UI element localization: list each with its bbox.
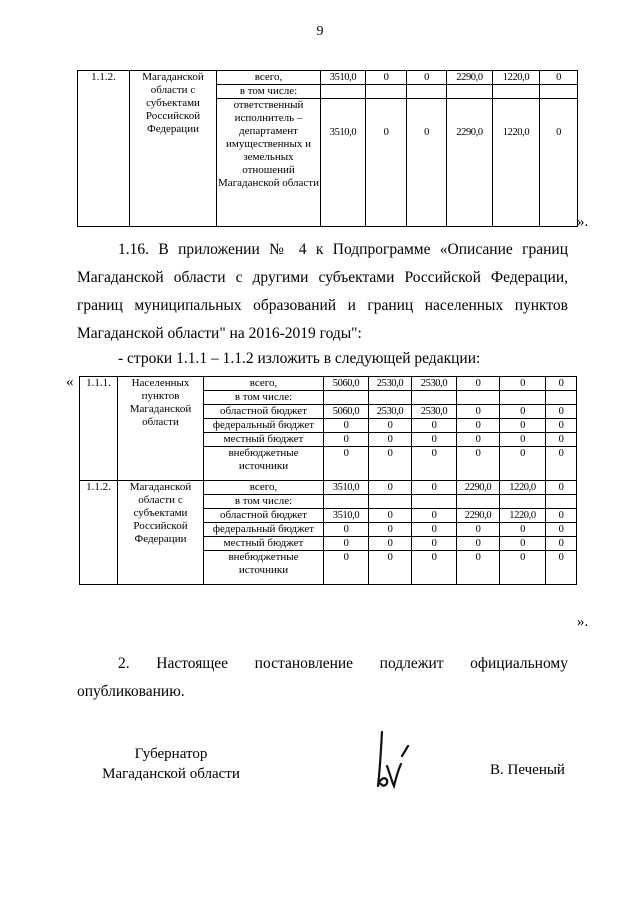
page-number: 9	[316, 24, 324, 39]
budget-table-bottom	[79, 376, 577, 585]
row-code: 1.1.2.	[80, 481, 118, 585]
cell-value: 0	[546, 509, 577, 523]
row-label: в том числе:	[204, 391, 324, 405]
cell-value: 1220,0	[500, 509, 546, 523]
cell-value: 2530,0	[369, 377, 412, 391]
paragraph-line: опубликованию.	[77, 683, 185, 700]
cell-value: 0	[457, 419, 500, 433]
cell-value: 0	[546, 537, 577, 551]
cell-value	[369, 391, 412, 405]
cell-value: 2290,0	[457, 509, 500, 523]
cell-value: 0	[366, 71, 407, 85]
handwritten-signature	[368, 724, 428, 794]
bullet-line: - строки 1.1.1 – 1.1.2 изложить в следующей редакции:	[118, 350, 481, 367]
budget-table-top	[77, 70, 578, 227]
cell-value: 0	[546, 447, 577, 481]
cell-value	[369, 495, 412, 509]
row-label: в том числе:	[204, 495, 324, 509]
cell-value: 0	[366, 99, 407, 227]
cell-value: 0	[412, 481, 457, 495]
cell-value: 3510,0	[321, 99, 366, 227]
paragraph-line: границ муниципальных образований и границ населенных пунктов	[77, 297, 568, 314]
cell-value: 0	[412, 433, 457, 447]
row-label: областной бюджет	[204, 405, 324, 419]
signatory-title: Губернатор Магаданской области	[102, 746, 240, 782]
cell-value: 2290,0	[457, 481, 500, 495]
row-label: федеральный бюджет	[204, 419, 324, 433]
cell-value	[493, 85, 540, 99]
paragraph-line: 1.16. В приложении № 4 к Подпрограмме «Описание границ	[118, 241, 568, 258]
cell-value: 0	[500, 377, 546, 391]
cell-value: 2530,0	[412, 377, 457, 391]
cell-value: 0	[369, 523, 412, 537]
cell-value: 1220,0	[500, 481, 546, 495]
table-row	[80, 481, 577, 495]
cell-value: 0	[324, 551, 369, 585]
cell-value	[366, 85, 407, 99]
cell-value: 3510,0	[324, 481, 369, 495]
cell-value: 0	[500, 405, 546, 419]
cell-value: 0	[457, 537, 500, 551]
row-label: всего,	[204, 481, 324, 495]
cell-value: 0	[457, 433, 500, 447]
cell-value: 0	[412, 419, 457, 433]
cell-value: 0	[546, 481, 577, 495]
cell-value: 0	[369, 509, 412, 523]
cell-value: 0	[412, 509, 457, 523]
closing-quote: ».	[577, 614, 589, 630]
cell-value: 0	[457, 447, 500, 481]
row-label: областной бюджет	[204, 509, 324, 523]
cell-value: 0	[546, 405, 577, 419]
cell-value: 0	[500, 551, 546, 585]
cell-value: 0	[324, 523, 369, 537]
cell-value: 0	[546, 377, 577, 391]
row-label: всего,	[204, 377, 324, 391]
cell-value	[500, 391, 546, 405]
cell-value: 0	[369, 447, 412, 481]
cell-value: 0	[540, 99, 578, 227]
table-row	[80, 377, 577, 391]
cell-value: 0	[457, 405, 500, 419]
row-name: Магаданской области с субъектами Российской Федерации	[130, 71, 217, 227]
cell-value	[412, 495, 457, 509]
cell-value: 0	[369, 419, 412, 433]
row-name: Населенных пунктов Магаданской области	[118, 377, 204, 481]
cell-value: 2530,0	[369, 405, 412, 419]
cell-value	[324, 495, 369, 509]
cell-value	[407, 85, 447, 99]
cell-value	[546, 495, 577, 509]
cell-value: 2290,0	[447, 71, 493, 85]
cell-value	[500, 495, 546, 509]
cell-value: 0	[457, 551, 500, 585]
cell-value: 2290,0	[447, 99, 493, 227]
cell-value: 0	[412, 537, 457, 551]
cell-value: 5060,0	[324, 405, 369, 419]
cell-value: 0	[500, 537, 546, 551]
cell-value: 0	[500, 419, 546, 433]
cell-value	[412, 391, 457, 405]
cell-value	[321, 85, 366, 99]
row-label: в том числе:	[217, 85, 321, 99]
cell-value: 2530,0	[412, 405, 457, 419]
cell-value: 3510,0	[324, 509, 369, 523]
row-label: ответственный исполнитель – департамент имущественных и земельных отношений Магаданской области	[217, 99, 321, 227]
table-row	[78, 71, 578, 85]
cell-value: 0	[412, 447, 457, 481]
cell-value: 0	[324, 537, 369, 551]
cell-value: 0	[546, 433, 577, 447]
row-label: внебюджетные источники	[204, 447, 324, 481]
cell-value: 0	[546, 551, 577, 585]
cell-value	[540, 85, 578, 99]
cell-value: 0	[500, 433, 546, 447]
cell-value: 0	[500, 523, 546, 537]
row-label: внебюджетные источники	[204, 551, 324, 585]
closing-quote: ».	[577, 214, 589, 230]
cell-value	[457, 391, 500, 405]
cell-value: 0	[369, 551, 412, 585]
cell-value: 0	[457, 523, 500, 537]
cell-value: 0	[546, 523, 577, 537]
cell-value: 0	[412, 523, 457, 537]
cell-value: 0	[369, 433, 412, 447]
signatory-name: В. Печеный	[490, 762, 565, 778]
cell-value: 0	[324, 419, 369, 433]
row-label: местный бюджет	[204, 537, 324, 551]
row-label: местный бюджет	[204, 433, 324, 447]
cell-value: 0	[407, 99, 447, 227]
cell-value: 0	[457, 377, 500, 391]
cell-value: 5060,0	[324, 377, 369, 391]
row-name: Магаданской области с субъектами Российской Федерации	[118, 481, 204, 585]
row-code: 1.1.1.	[80, 377, 118, 481]
cell-value	[546, 391, 577, 405]
cell-value: 0	[546, 419, 577, 433]
cell-value: 1220,0	[493, 99, 540, 227]
row-label: федеральный бюджет	[204, 523, 324, 537]
cell-value: 0	[412, 551, 457, 585]
cell-value: 0	[500, 447, 546, 481]
cell-value: 1220,0	[493, 71, 540, 85]
cell-value	[447, 85, 493, 99]
paragraph-line: 2. Настоящее постановление подлежит официальному	[118, 655, 568, 672]
paragraph-line: Магаданской области с другими субъектами Российской Федерации,	[77, 269, 568, 286]
opening-quote: «	[66, 374, 74, 390]
row-code: 1.1.2.	[78, 71, 130, 227]
cell-value: 3510,0	[321, 71, 366, 85]
row-label: всего,	[217, 71, 321, 85]
cell-value: 0	[369, 481, 412, 495]
cell-value	[457, 495, 500, 509]
cell-value: 0	[540, 71, 578, 85]
cell-value: 0	[324, 433, 369, 447]
cell-value: 0	[369, 537, 412, 551]
cell-value: 0	[407, 71, 447, 85]
cell-value	[324, 391, 369, 405]
cell-value: 0	[324, 447, 369, 481]
paragraph-line: Магаданской области" на 2016-2019 годы":	[77, 325, 362, 342]
